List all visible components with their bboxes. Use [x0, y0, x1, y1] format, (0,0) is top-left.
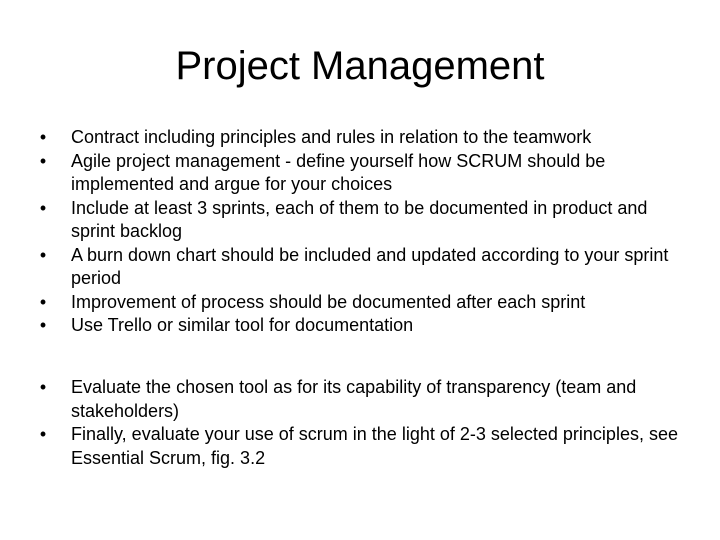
bullet-icon: • — [39, 127, 47, 147]
bullet-text: Include at least 3 sprints, each of them to be documented in product and sprint backlog — [71, 197, 648, 241]
bullet-text: Agile project management - define yourself how SCRUM should be implemented and argue for your choices — [71, 150, 606, 194]
bullet-text: Contract including principles and rules in relation to the teamwork — [71, 127, 592, 147]
bullet-icon: • — [39, 291, 47, 312]
slide-title: Project Management — [175, 44, 545, 88]
bullet-text: Evaluate the chosen tool as for its capability of transparency (team and stakeholders) — [71, 377, 637, 421]
bullet-item — [36, 126, 686, 150]
bullet-icon: • — [39, 197, 47, 218]
bullet-item — [36, 197, 686, 244]
bullet-icon: • — [39, 424, 47, 444]
bullet-item — [36, 376, 686, 423]
bullet-list-evaluation — [36, 376, 686, 470]
bullet-item — [36, 291, 686, 315]
bullet-item — [36, 423, 686, 470]
bullet-text: Finally, evaluate your use of scrum in the light of 2-3 selected principles, see Essential Scrum, fig. 3.2 — [71, 424, 678, 468]
bullet-text: A burn down chart should be included and updated according to your sprint period — [71, 244, 669, 288]
bullet-text: Use Trello or similar tool for documentation — [71, 315, 414, 335]
bullet-icon: • — [39, 244, 47, 265]
bullet-item — [36, 244, 686, 291]
bullet-icon: • — [39, 150, 47, 171]
bullet-icon: • — [39, 315, 47, 335]
bullet-text: Improvement of process should be documented after each sprint — [71, 291, 586, 312]
bullet-list-requirements — [36, 126, 686, 338]
bullet-item — [36, 150, 686, 197]
bullet-icon: • — [39, 377, 47, 397]
bullet-item — [36, 314, 686, 338]
